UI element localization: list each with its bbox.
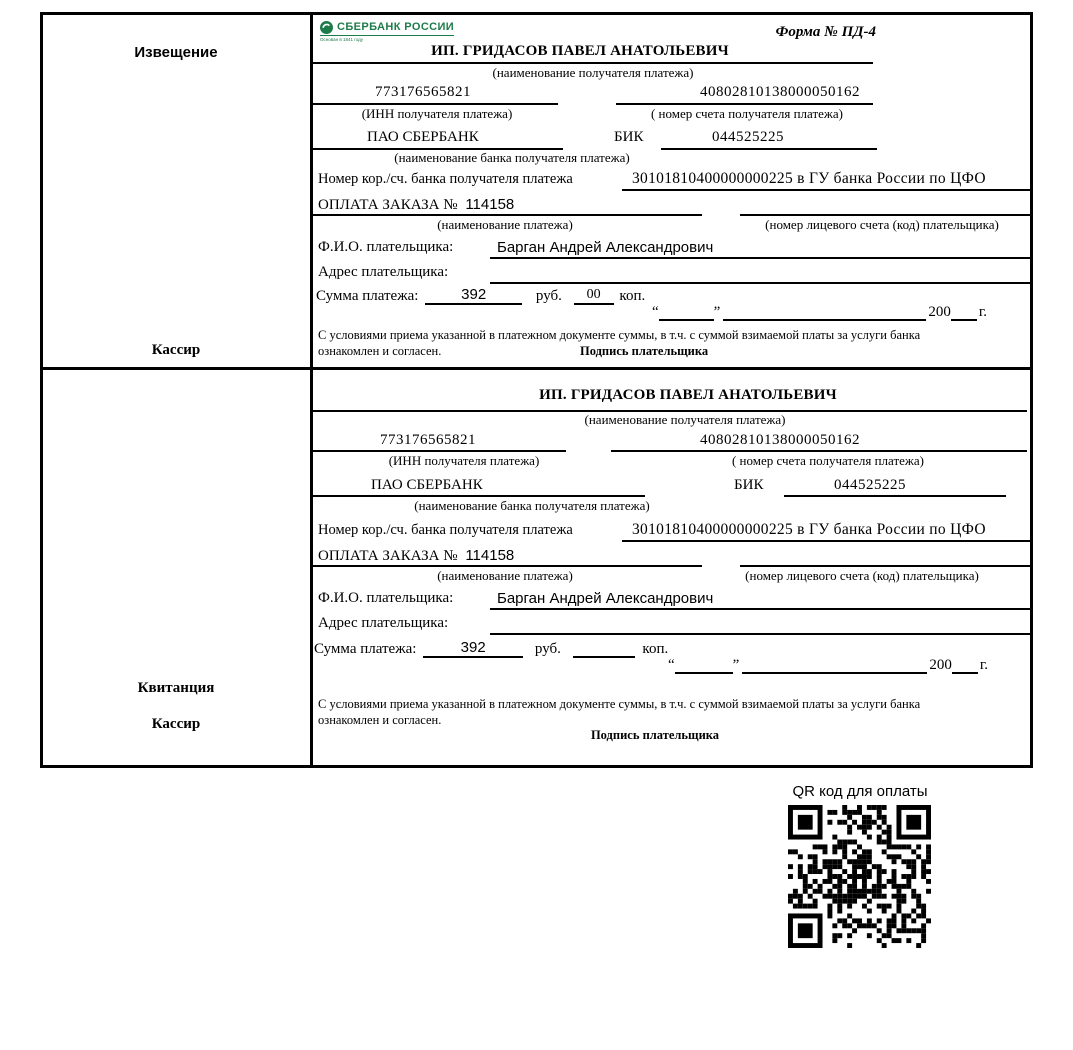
section1-cashier-label: Кассир (151, 342, 201, 358)
date-row (652, 302, 987, 321)
date-day-blank (659, 302, 714, 321)
form-number-label: Форма № ПД-4 (775, 24, 876, 40)
kop-label: коп. (619, 287, 646, 304)
personal-account-label: (номер лицевого счета (код) плательщика) (765, 217, 999, 232)
payer-name-label: Ф.И.О. плательщика: (318, 590, 454, 606)
bik-label: БИК (614, 129, 644, 145)
underline (313, 450, 566, 452)
quote-close: ” (732, 656, 740, 673)
bank-name-logo-text: СБЕРБАНК РОССИИ (337, 21, 455, 34)
quote-close: ” (713, 303, 721, 320)
section2-cashier-label: Кассир (151, 716, 201, 732)
inn-label: (ИНН получателя платежа) (388, 453, 540, 468)
payment-purpose-label: ОПЛАТА ЗАКАЗА № (318, 548, 458, 564)
order-number-value: 114158 (465, 547, 515, 564)
left-column-divider (310, 12, 313, 768)
underline (740, 565, 1031, 567)
underline (622, 540, 1031, 542)
recipient-name-value: ИП. ГРИДАСОВ ПАВЕЛ АНАТОЛЬЕВИЧ (539, 387, 837, 403)
bank-name-value: ПАО СБЕРБАНК (371, 477, 483, 493)
inn-value: 773176565821 (380, 432, 476, 448)
date-month-blank (723, 302, 926, 321)
kop-label: коп. (642, 640, 669, 657)
account-value: 40802810138000050162 (700, 84, 860, 100)
payment-purpose-label: ОПЛАТА ЗАКАЗА № (318, 197, 458, 213)
account-label: ( номер счета получателя платежа) (650, 106, 844, 121)
recipient-name-label: (наименование получателя платежа) (584, 412, 786, 427)
year-prefix: 200 (928, 303, 951, 320)
underline (784, 495, 1006, 497)
underline (490, 282, 1031, 284)
payer-address-label: Адрес плательщика: (318, 264, 449, 280)
bik-value: 044525225 (712, 129, 784, 145)
year-prefix: 200 (929, 656, 952, 673)
date-day-blank (675, 655, 733, 674)
bik-value: 044525225 (834, 477, 906, 493)
underline (611, 450, 1027, 452)
amount-row (316, 286, 645, 305)
date-year-blank (951, 302, 977, 321)
underline (313, 495, 645, 497)
underline (616, 103, 873, 105)
payment-purpose-row (318, 196, 514, 214)
corr-account-value: 30101810400000000225 в ГУ банка России по ЦФО (632, 521, 986, 538)
quote-open: “ (652, 303, 659, 320)
section2-side-label: Квитанция (137, 680, 215, 696)
qr-caption: QR код для оплаты (792, 783, 928, 800)
sberbank-logo-icon (320, 21, 333, 34)
payer-signature-label: Подпись плательщика (590, 728, 720, 742)
bank-name-label: (наименование банка получателя платежа) (394, 150, 630, 165)
account-value: 40802810138000050162 (700, 432, 860, 448)
account-label: ( номер счета получателя платежа) (731, 453, 925, 468)
amount-kop-value (573, 639, 635, 658)
inn-value: 773176565821 (375, 84, 471, 100)
underline (490, 257, 1031, 259)
sberbank-logo-row (320, 21, 454, 36)
date-year-blank (952, 655, 978, 674)
section-divider (40, 367, 1033, 370)
underline (313, 565, 702, 567)
underline (490, 633, 1031, 635)
bik-label: БИК (734, 477, 764, 493)
rub-label: руб. (534, 640, 561, 657)
section1-side-label: Извещение (134, 44, 218, 61)
amount-rub-value: 392 (425, 286, 522, 305)
rub-label: руб. (535, 287, 562, 304)
payer-name-value: Барган Андрей Александрович (497, 239, 714, 256)
date-row (668, 655, 988, 674)
personal-account-label: (номер лицевого счета (код) плательщика) (745, 568, 979, 583)
bank-name-label: (наименование банка получателя платежа) (414, 498, 650, 513)
agreement-text-line1: С условиями приема указанной в платежном документе суммы, в т.ч. с суммой взимаемой платы за услуги банка (318, 328, 921, 342)
year-suffix: г. (979, 656, 989, 673)
amount-rub-value: 392 (423, 639, 523, 658)
recipient-name-value: ИП. ГРИДАСОВ ПАВЕЛ АНАТОЛЬЕВИЧ (431, 43, 729, 59)
sberbank-logo (320, 21, 454, 42)
year-suffix: г. (978, 303, 988, 320)
amount-row (314, 639, 668, 658)
agreement-text-line1: С условиями приема указанной в платежном документе суммы, в т.ч. с суммой взимаемой платы за услуги банка (318, 697, 921, 711)
agreement-text-line2: ознакомлен и согласен. (318, 713, 442, 727)
corr-account-value: 30101810400000000225 в ГУ банка России по ЦФО (632, 170, 986, 187)
payer-address-label: Адрес плательщика: (318, 615, 449, 631)
underline (490, 608, 1031, 610)
underline (622, 189, 1031, 191)
underline (313, 214, 702, 216)
corr-account-label: Номер кор./сч. банка получателя платежа (318, 171, 573, 187)
bank-logo-tagline: Основан в 1841 году (320, 37, 364, 42)
bank-name-value: ПАО СБЕРБАНК (367, 129, 479, 145)
quote-open: “ (668, 656, 675, 673)
underline (313, 103, 558, 105)
payer-name-label: Ф.И.О. плательщика: (318, 239, 454, 255)
order-number-value: 114158 (465, 196, 515, 213)
payment-name-label: (наименование платежа) (437, 568, 573, 583)
payment-name-label: (наименование платежа) (437, 217, 573, 232)
amount-label: Сумма платежа: (314, 640, 417, 657)
date-month-blank (742, 655, 927, 674)
amount-label: Сумма платежа: (316, 287, 419, 304)
corr-account-label: Номер кор./сч. банка получателя платежа (318, 522, 573, 538)
agreement-text-line2: ознакомлен и согласен. (318, 344, 442, 358)
recipient-name-label: (наименование получателя платежа) (492, 65, 694, 80)
payment-purpose-row (318, 547, 514, 565)
amount-kop-value: 00 (574, 286, 614, 305)
underline (661, 148, 877, 150)
underline (740, 214, 1031, 216)
underline (313, 62, 873, 64)
inn-label: (ИНН получателя платежа) (361, 106, 513, 121)
payer-name-value: Барган Андрей Александрович (497, 590, 714, 607)
payer-signature-label: Подпись плательщика (580, 344, 709, 358)
qr-code (788, 805, 931, 948)
